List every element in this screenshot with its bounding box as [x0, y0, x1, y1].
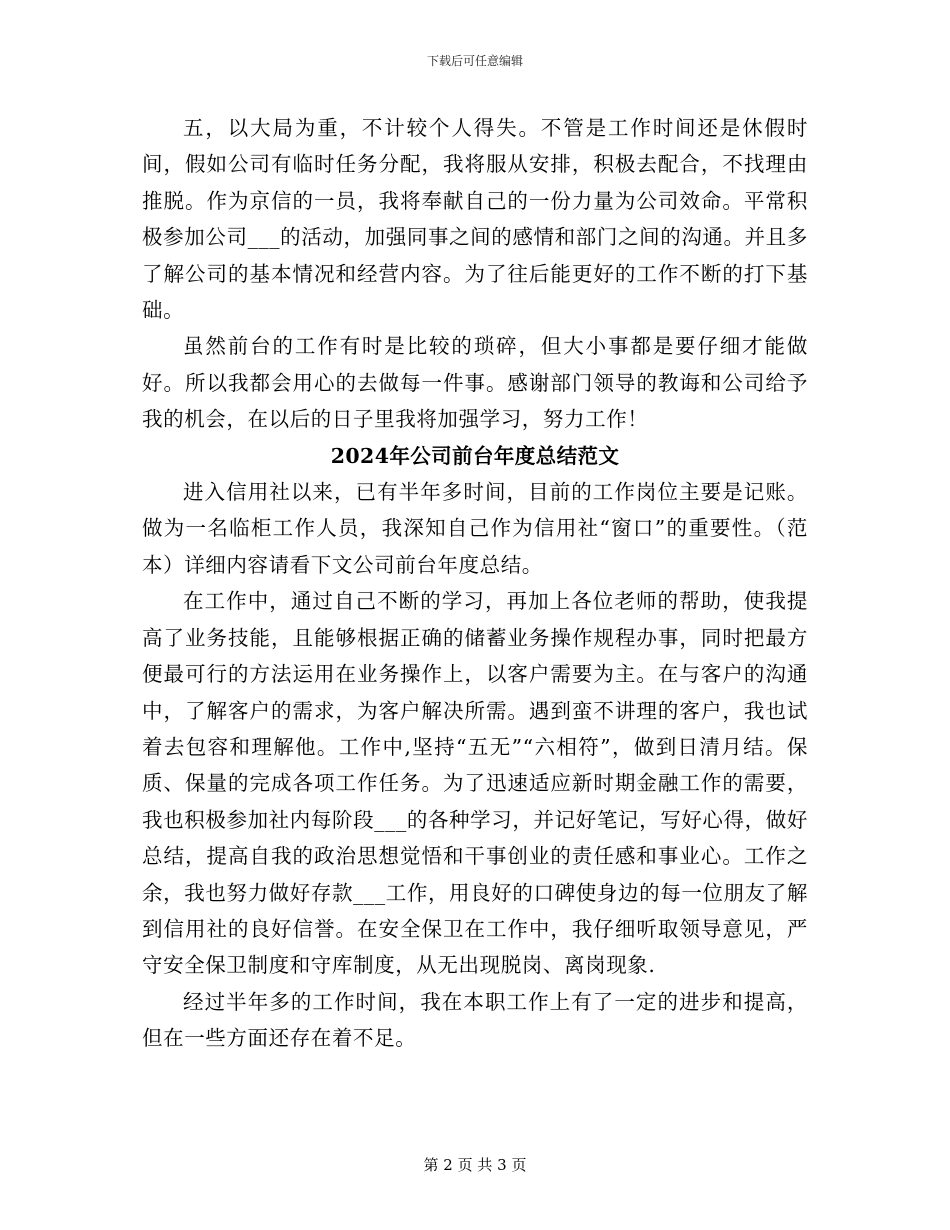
paragraph-summary: 经过半年多的工作时间，我在本职工作上有了一定的进步和提高，但在一些方面还存在着不足。 — [142, 989, 808, 1051]
page-number: 第 2 页 共 3 页 — [423, 1156, 527, 1174]
paragraph-teamwork: 五，以大局为重，不计较个人得失。不管是工作时间还是休假时间，假如公司有临时任务分配，我将服从安排，积极去配合，不找理由推脱。作为京信的一员，我将奉献自己的一份力量为公司效命。平常积极参加公司___的活动，加强同事之间的感情和部门之间的沟通。并且多了解公司的基本情况和经营内容。为了往后能更好的工作不断的打下基础。 — [142, 116, 808, 323]
paragraph-intro: 进入信用社以来，已有半年多时间，目前的工作岗位主要是记账。做为一名临柜工作人员，我深知自己作为信用社“窗口”的重要性。（范本）详细内容请看下文公司前台年度总结。 — [142, 480, 808, 577]
document-body — [142, 110, 808, 1057]
paragraph-work-details: 在工作中，通过自己不断的学习，再加上各位老师的帮助，使我提高了业务技能，且能够根据正确的储蓄业务操作规程办事，同时把最方便最可行的方法运用在业务操作上，以客户需要为主。在与客户的沟通中，了解客户的需求，为客户解决所需。遇到蛮不讲理的客户，我也试着去包容和理解他。工作中,坚持“五无”“六相符”，做到日清月结。保质、保量的完成各项工作任务。为了迅速适应新时期金融工作的需要，我也积极参加社内每阶段___的各种学习，并记好笔记，写好心得，做好总结，提高自我的政治思想觉悟和干事创业的责任感和事业心。工作之余，我也努力做好存款___工作，用良好的口碑使身边的每一位朋友了解到信用社的良好信誉。在安全保卫在工作中，我仔细听取领导意见，严守安全保卫制度和守库制度，从无出现脱岗、离岗现象. — [142, 589, 808, 978]
paragraph-reception-closing: 虽然前台的工作有时是比较的琐碎，但大小事都是要仔细才能做好。所以我都会用心的去做每一件事。感谢部门领导的教诲和公司给予我的机会，在以后的日子里我将加强学习，努力工作！ — [142, 334, 808, 432]
section-title: 2024年公司前台年度总结范文 — [330, 443, 620, 468]
page-header: 下载后可任意编辑 — [426, 54, 523, 68]
